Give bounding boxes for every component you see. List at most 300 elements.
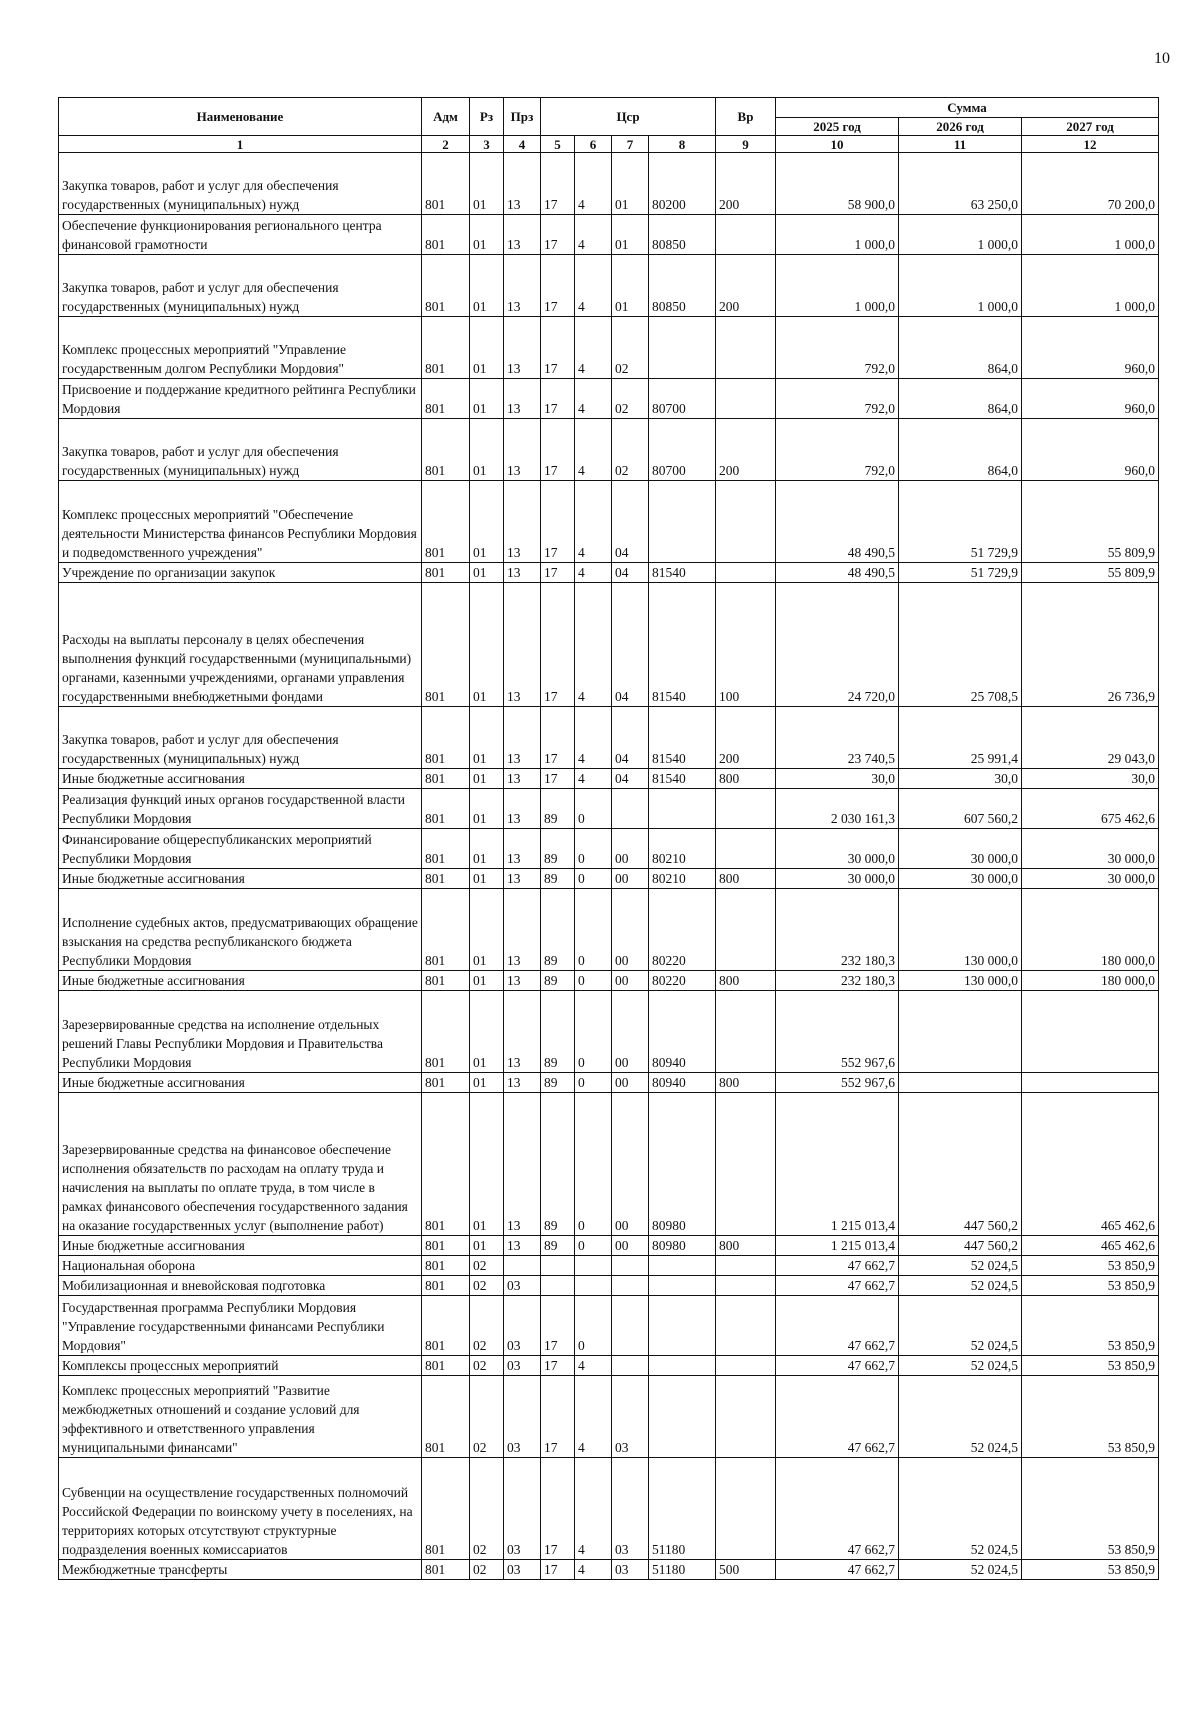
row-csr-4: 80940 <box>649 1073 716 1093</box>
row-adm: 801 <box>422 215 470 255</box>
row-adm: 801 <box>422 1458 470 1560</box>
row-sum-2025: 552 967,6 <box>776 991 899 1073</box>
row-csr-2: 0 <box>575 991 612 1073</box>
row-adm: 801 <box>422 1093 470 1236</box>
row-vr <box>716 215 776 255</box>
row-csr-2: 0 <box>575 829 612 869</box>
row-csr-3: 00 <box>612 1093 649 1236</box>
page-number: 10 <box>1154 50 1170 67</box>
table-row <box>59 889 1159 971</box>
row-csr-4: 81540 <box>649 563 716 583</box>
table-row <box>59 563 1159 583</box>
row-csr-1 <box>541 1276 575 1296</box>
row-csr-3: 03 <box>612 1376 649 1458</box>
row-vr <box>716 889 776 971</box>
row-csr-1: 17 <box>541 769 575 789</box>
row-sum-2025: 1 215 013,4 <box>776 1236 899 1256</box>
table-row <box>59 1236 1159 1256</box>
row-csr-2: 4 <box>575 707 612 769</box>
row-csr-1: 89 <box>541 789 575 829</box>
row-vr <box>716 829 776 869</box>
row-adm: 801 <box>422 153 470 215</box>
row-name: Зарезервированные средства на финансовое обеспечение исполнения обязательств по расходам на оплату труда и начисления на выплаты по оплате труда, в том числе в рамках финансового обеспечения государственного задания на оказание государственных услуг (выполнение работ) <box>59 1093 422 1236</box>
row-name: Комплекс процессных мероприятий "Обеспечение деятельности Министерства финансов Республики Мордовия и подведомственного учреждения" <box>59 481 422 563</box>
row-csr-3 <box>612 1256 649 1276</box>
row-csr-1: 89 <box>541 1236 575 1256</box>
header-rz: Рз <box>470 98 504 136</box>
row-sum-2026: 864,0 <box>899 419 1022 481</box>
row-csr-3: 00 <box>612 1236 649 1256</box>
row-csr-2: 4 <box>575 379 612 419</box>
row-sum-2025: 1 000,0 <box>776 215 899 255</box>
row-sum-2027: 26 736,9 <box>1022 583 1159 707</box>
row-name: Расходы на выплаты персоналу в целях обеспечения выполнения функций государственными (муниципальными) органами, казенными учреждениями, органами управления государственными внебюджетными фондами <box>59 583 422 707</box>
row-sum-2025: 47 662,7 <box>776 1458 899 1560</box>
row-prz: 13 <box>504 419 541 481</box>
row-name: Субвенции на осуществление государственных полномочий Российской Федерации по воинскому учету в поселениях, на территориях которых отсутствуют структурные подразделения военных комиссариатов <box>59 1458 422 1560</box>
row-csr-3: 04 <box>612 707 649 769</box>
column-number: 8 <box>649 136 716 153</box>
row-csr-3: 04 <box>612 481 649 563</box>
row-csr-3 <box>612 1276 649 1296</box>
row-vr <box>716 789 776 829</box>
row-csr-2: 0 <box>575 1236 612 1256</box>
row-csr-4: 80210 <box>649 869 716 889</box>
row-csr-1: 17 <box>541 317 575 379</box>
row-sum-2026 <box>899 1073 1022 1093</box>
table-row <box>59 1458 1159 1560</box>
row-sum-2027: 30 000,0 <box>1022 869 1159 889</box>
row-rz: 01 <box>470 419 504 481</box>
table-row <box>59 869 1159 889</box>
row-name: Закупка товаров, работ и услуг для обеспечения государственных (муниципальных) нужд <box>59 419 422 481</box>
row-name: Комплекс процессных мероприятий "Управление государственным долгом Республики Мордовия" <box>59 317 422 379</box>
row-csr-2: 0 <box>575 869 612 889</box>
row-prz: 03 <box>504 1296 541 1356</box>
row-sum-2026: 52 024,5 <box>899 1458 1022 1560</box>
row-sum-2026: 52 024,5 <box>899 1356 1022 1376</box>
row-sum-2026: 1 000,0 <box>899 255 1022 317</box>
row-csr-2: 0 <box>575 789 612 829</box>
row-sum-2025: 792,0 <box>776 379 899 419</box>
row-csr-1: 17 <box>541 153 575 215</box>
row-csr-2: 4 <box>575 317 612 379</box>
column-number: 11 <box>899 136 1022 153</box>
row-csr-1: 17 <box>541 1296 575 1356</box>
row-adm: 801 <box>422 1296 470 1356</box>
row-csr-2: 4 <box>575 1356 612 1376</box>
row-sum-2025: 24 720,0 <box>776 583 899 707</box>
row-csr-4: 80980 <box>649 1236 716 1256</box>
row-vr <box>716 991 776 1073</box>
row-name: Комплексы процессных мероприятий <box>59 1356 422 1376</box>
row-sum-2025: 232 180,3 <box>776 889 899 971</box>
row-sum-2027: 465 462,6 <box>1022 1236 1159 1256</box>
row-sum-2026: 52 024,5 <box>899 1560 1022 1580</box>
row-sum-2027: 30,0 <box>1022 769 1159 789</box>
row-sum-2026: 447 560,2 <box>899 1236 1022 1256</box>
row-adm: 801 <box>422 829 470 869</box>
row-csr-4 <box>649 481 716 563</box>
row-sum-2026: 63 250,0 <box>899 153 1022 215</box>
row-vr <box>716 1276 776 1296</box>
row-csr-4 <box>649 1296 716 1356</box>
row-csr-4: 51180 <box>649 1458 716 1560</box>
table-row <box>59 153 1159 215</box>
row-adm: 801 <box>422 583 470 707</box>
row-rz: 02 <box>470 1276 504 1296</box>
column-number: 9 <box>716 136 776 153</box>
row-sum-2025: 1 215 013,4 <box>776 1093 899 1236</box>
row-rz: 01 <box>470 1073 504 1093</box>
row-sum-2027: 1 000,0 <box>1022 215 1159 255</box>
row-vr: 500 <box>716 1560 776 1580</box>
row-sum-2027: 1 000,0 <box>1022 255 1159 317</box>
row-rz: 01 <box>470 583 504 707</box>
row-name: Иные бюджетные ассигнования <box>59 971 422 991</box>
row-csr-2: 4 <box>575 769 612 789</box>
row-sum-2027: 53 850,9 <box>1022 1458 1159 1560</box>
row-rz: 01 <box>470 481 504 563</box>
row-csr-4: 81540 <box>649 707 716 769</box>
row-csr-1: 17 <box>541 1560 575 1580</box>
row-sum-2025: 30,0 <box>776 769 899 789</box>
row-sum-2025: 1 000,0 <box>776 255 899 317</box>
header-csr: Цср <box>541 98 716 136</box>
row-csr-3 <box>612 1296 649 1356</box>
row-csr-3: 03 <box>612 1458 649 1560</box>
table-row <box>59 419 1159 481</box>
table-row <box>59 481 1159 563</box>
row-prz: 13 <box>504 563 541 583</box>
table-body <box>59 153 1159 1580</box>
row-name: Мобилизационная и вневойсковая подготовка <box>59 1276 422 1296</box>
row-csr-2: 4 <box>575 419 612 481</box>
budget-table <box>58 97 1159 1580</box>
row-prz: 13 <box>504 153 541 215</box>
row-sum-2027: 70 200,0 <box>1022 153 1159 215</box>
row-rz: 01 <box>470 869 504 889</box>
row-vr: 800 <box>716 769 776 789</box>
row-rz: 02 <box>470 1376 504 1458</box>
row-prz: 13 <box>504 707 541 769</box>
column-number: 5 <box>541 136 575 153</box>
row-csr-1: 89 <box>541 829 575 869</box>
row-sum-2027: 53 850,9 <box>1022 1296 1159 1356</box>
row-csr-2 <box>575 1256 612 1276</box>
row-csr-1: 17 <box>541 419 575 481</box>
row-sum-2025: 2 030 161,3 <box>776 789 899 829</box>
row-sum-2026: 864,0 <box>899 379 1022 419</box>
row-csr-3 <box>612 789 649 829</box>
row-name: Иные бюджетные ассигнования <box>59 1073 422 1093</box>
row-csr-3: 02 <box>612 419 649 481</box>
header-year-2025: 2025 год <box>776 118 899 136</box>
row-sum-2027 <box>1022 1073 1159 1093</box>
row-name: Реализация функций иных органов государственной власти Республики Мордовия <box>59 789 422 829</box>
row-adm: 801 <box>422 789 470 829</box>
row-csr-2: 0 <box>575 1296 612 1356</box>
row-vr <box>716 1256 776 1276</box>
row-name: Присвоение и поддержание кредитного рейтинга Республики Мордовия <box>59 379 422 419</box>
row-sum-2025: 23 740,5 <box>776 707 899 769</box>
table-row <box>59 1093 1159 1236</box>
row-csr-2: 4 <box>575 1376 612 1458</box>
row-name: Исполнение судебных актов, предусматривающих обращение взыскания на средства республиканского бюджета Республики Мордовия <box>59 889 422 971</box>
row-name: Комплекс процессных мероприятий "Развитие межбюджетных отношений и создание условий для эффективного и ответственного управления муниципальными финансами" <box>59 1376 422 1458</box>
row-csr-4: 81540 <box>649 583 716 707</box>
table-row <box>59 1276 1159 1296</box>
row-sum-2025: 48 490,5 <box>776 481 899 563</box>
row-vr: 800 <box>716 869 776 889</box>
row-csr-4 <box>649 1276 716 1296</box>
header-prz: Прз <box>504 98 541 136</box>
row-rz: 01 <box>470 215 504 255</box>
row-csr-1: 17 <box>541 481 575 563</box>
row-sum-2026: 52 024,5 <box>899 1276 1022 1296</box>
column-number: 12 <box>1022 136 1159 153</box>
row-name: Национальная оборона <box>59 1256 422 1276</box>
row-sum-2027: 180 000,0 <box>1022 889 1159 971</box>
row-sum-2025: 792,0 <box>776 419 899 481</box>
row-prz: 13 <box>504 481 541 563</box>
row-rz: 02 <box>470 1560 504 1580</box>
row-sum-2027: 55 809,9 <box>1022 481 1159 563</box>
row-csr-2: 0 <box>575 971 612 991</box>
header-vr: Вр <box>716 98 776 136</box>
row-rz: 01 <box>470 707 504 769</box>
row-vr <box>716 1458 776 1560</box>
row-sum-2025: 58 900,0 <box>776 153 899 215</box>
row-sum-2026: 864,0 <box>899 317 1022 379</box>
row-sum-2026: 52 024,5 <box>899 1256 1022 1276</box>
row-rz: 01 <box>470 889 504 971</box>
row-csr-1: 17 <box>541 1376 575 1458</box>
row-sum-2026: 51 729,9 <box>899 481 1022 563</box>
row-csr-1: 89 <box>541 869 575 889</box>
row-prz: 13 <box>504 317 541 379</box>
header-sum: Сумма <box>776 98 1159 118</box>
table-row <box>59 379 1159 419</box>
row-csr-4: 80980 <box>649 1093 716 1236</box>
row-name: Закупка товаров, работ и услуг для обеспечения государственных (муниципальных) нужд <box>59 255 422 317</box>
row-vr: 800 <box>716 1236 776 1256</box>
row-prz: 13 <box>504 583 541 707</box>
row-csr-1: 89 <box>541 889 575 971</box>
row-sum-2027: 53 850,9 <box>1022 1560 1159 1580</box>
row-sum-2026: 52 024,5 <box>899 1376 1022 1458</box>
row-sum-2026: 25 708,5 <box>899 583 1022 707</box>
row-adm: 801 <box>422 1073 470 1093</box>
column-number: 6 <box>575 136 612 153</box>
row-prz: 03 <box>504 1560 541 1580</box>
row-adm: 801 <box>422 1560 470 1580</box>
table-row <box>59 1560 1159 1580</box>
row-prz: 13 <box>504 215 541 255</box>
row-vr <box>716 1356 776 1376</box>
table-row <box>59 1073 1159 1093</box>
row-sum-2027: 465 462,6 <box>1022 1093 1159 1236</box>
row-sum-2027: 675 462,6 <box>1022 789 1159 829</box>
row-sum-2026: 52 024,5 <box>899 1296 1022 1356</box>
row-vr <box>716 1376 776 1458</box>
row-sum-2025: 232 180,3 <box>776 971 899 991</box>
row-sum-2026: 1 000,0 <box>899 215 1022 255</box>
row-csr-3 <box>612 1356 649 1376</box>
row-csr-1: 17 <box>541 1356 575 1376</box>
row-csr-1: 89 <box>541 1093 575 1236</box>
row-vr <box>716 1296 776 1356</box>
row-csr-2: 0 <box>575 1093 612 1236</box>
row-csr-2: 4 <box>575 563 612 583</box>
row-adm: 801 <box>422 1236 470 1256</box>
row-csr-3: 00 <box>612 1073 649 1093</box>
row-csr-3: 00 <box>612 829 649 869</box>
row-adm: 801 <box>422 707 470 769</box>
row-csr-2 <box>575 1276 612 1296</box>
row-vr: 200 <box>716 153 776 215</box>
row-prz: 13 <box>504 991 541 1073</box>
row-csr-4: 80850 <box>649 255 716 317</box>
row-prz: 13 <box>504 789 541 829</box>
row-csr-1: 17 <box>541 563 575 583</box>
column-number: 3 <box>470 136 504 153</box>
row-sum-2027: 960,0 <box>1022 317 1159 379</box>
column-number: 10 <box>776 136 899 153</box>
row-csr-1: 89 <box>541 1073 575 1093</box>
table-row <box>59 317 1159 379</box>
row-csr-1: 17 <box>541 707 575 769</box>
row-sum-2025: 47 662,7 <box>776 1296 899 1356</box>
row-csr-1: 17 <box>541 1458 575 1560</box>
row-sum-2027: 180 000,0 <box>1022 971 1159 991</box>
row-name: Закупка товаров, работ и услуг для обеспечения государственных (муниципальных) нужд <box>59 707 422 769</box>
row-vr <box>716 1093 776 1236</box>
row-csr-4: 80700 <box>649 379 716 419</box>
table-row <box>59 829 1159 869</box>
row-csr-3: 00 <box>612 991 649 1073</box>
row-csr-1: 17 <box>541 255 575 317</box>
row-adm: 801 <box>422 869 470 889</box>
row-adm: 801 <box>422 481 470 563</box>
row-sum-2027: 960,0 <box>1022 419 1159 481</box>
row-sum-2027 <box>1022 991 1159 1073</box>
column-number: 1 <box>59 136 422 153</box>
table-row <box>59 991 1159 1073</box>
row-rz: 02 <box>470 1296 504 1356</box>
row-csr-3: 03 <box>612 1560 649 1580</box>
row-sum-2027: 53 850,9 <box>1022 1356 1159 1376</box>
table-row <box>59 1376 1159 1458</box>
row-csr-3: 01 <box>612 215 649 255</box>
table-row <box>59 789 1159 829</box>
row-sum-2025: 30 000,0 <box>776 829 899 869</box>
row-csr-3: 01 <box>612 153 649 215</box>
row-adm: 801 <box>422 769 470 789</box>
row-csr-2: 0 <box>575 1073 612 1093</box>
row-adm: 801 <box>422 1356 470 1376</box>
table-row <box>59 971 1159 991</box>
row-csr-2: 4 <box>575 255 612 317</box>
row-rz: 01 <box>470 153 504 215</box>
row-name: Финансирование общереспубликанских мероприятий Республики Мордовия <box>59 829 422 869</box>
row-sum-2027: 960,0 <box>1022 379 1159 419</box>
table-row <box>59 1356 1159 1376</box>
row-vr: 800 <box>716 971 776 991</box>
row-name: Межбюджетные трансферты <box>59 1560 422 1580</box>
row-sum-2027: 53 850,9 <box>1022 1276 1159 1296</box>
row-sum-2026: 607 560,2 <box>899 789 1022 829</box>
row-rz: 01 <box>470 769 504 789</box>
row-name: Иные бюджетные ассигнования <box>59 769 422 789</box>
row-vr <box>716 481 776 563</box>
row-prz: 03 <box>504 1276 541 1296</box>
row-sum-2026: 130 000,0 <box>899 971 1022 991</box>
row-csr-2: 4 <box>575 1560 612 1580</box>
row-rz: 01 <box>470 829 504 869</box>
row-csr-2: 4 <box>575 481 612 563</box>
row-name: Иные бюджетные ассигнования <box>59 869 422 889</box>
row-csr-4 <box>649 1356 716 1376</box>
row-prz: 13 <box>504 1073 541 1093</box>
row-name: Обеспечение функционирования регионального центра финансовой грамотности <box>59 215 422 255</box>
row-csr-2: 4 <box>575 1458 612 1560</box>
row-sum-2026: 447 560,2 <box>899 1093 1022 1236</box>
row-csr-3: 04 <box>612 563 649 583</box>
row-prz: 13 <box>504 1236 541 1256</box>
header-adm: Адм <box>422 98 470 136</box>
row-sum-2027: 30 000,0 <box>1022 829 1159 869</box>
row-vr <box>716 563 776 583</box>
row-name: Учреждение по организации закупок <box>59 563 422 583</box>
header-year-2026: 2026 год <box>899 118 1022 136</box>
row-prz: 13 <box>504 379 541 419</box>
row-vr <box>716 379 776 419</box>
row-sum-2025: 47 662,7 <box>776 1560 899 1580</box>
row-sum-2026: 25 991,4 <box>899 707 1022 769</box>
row-csr-4 <box>649 317 716 379</box>
row-csr-1: 17 <box>541 583 575 707</box>
row-rz: 02 <box>470 1356 504 1376</box>
row-prz: 03 <box>504 1376 541 1458</box>
row-sum-2025: 47 662,7 <box>776 1376 899 1458</box>
row-sum-2027: 29 043,0 <box>1022 707 1159 769</box>
header-year-2027: 2027 год <box>1022 118 1159 136</box>
row-csr-4 <box>649 1256 716 1276</box>
row-sum-2027: 53 850,9 <box>1022 1376 1159 1458</box>
row-vr: 100 <box>716 583 776 707</box>
row-csr-4: 80200 <box>649 153 716 215</box>
row-sum-2026 <box>899 991 1022 1073</box>
row-adm: 801 <box>422 379 470 419</box>
row-sum-2025: 30 000,0 <box>776 869 899 889</box>
column-number: 7 <box>612 136 649 153</box>
row-prz: 13 <box>504 869 541 889</box>
table-header <box>59 98 1159 153</box>
row-csr-1: 17 <box>541 379 575 419</box>
row-sum-2025: 792,0 <box>776 317 899 379</box>
table-row <box>59 583 1159 707</box>
row-csr-3: 04 <box>612 583 649 707</box>
column-number: 2 <box>422 136 470 153</box>
row-csr-4 <box>649 789 716 829</box>
row-csr-1: 89 <box>541 991 575 1073</box>
table-row <box>59 707 1159 769</box>
row-csr-2: 0 <box>575 889 612 971</box>
row-csr-4: 80850 <box>649 215 716 255</box>
row-rz: 01 <box>470 991 504 1073</box>
row-adm: 801 <box>422 419 470 481</box>
